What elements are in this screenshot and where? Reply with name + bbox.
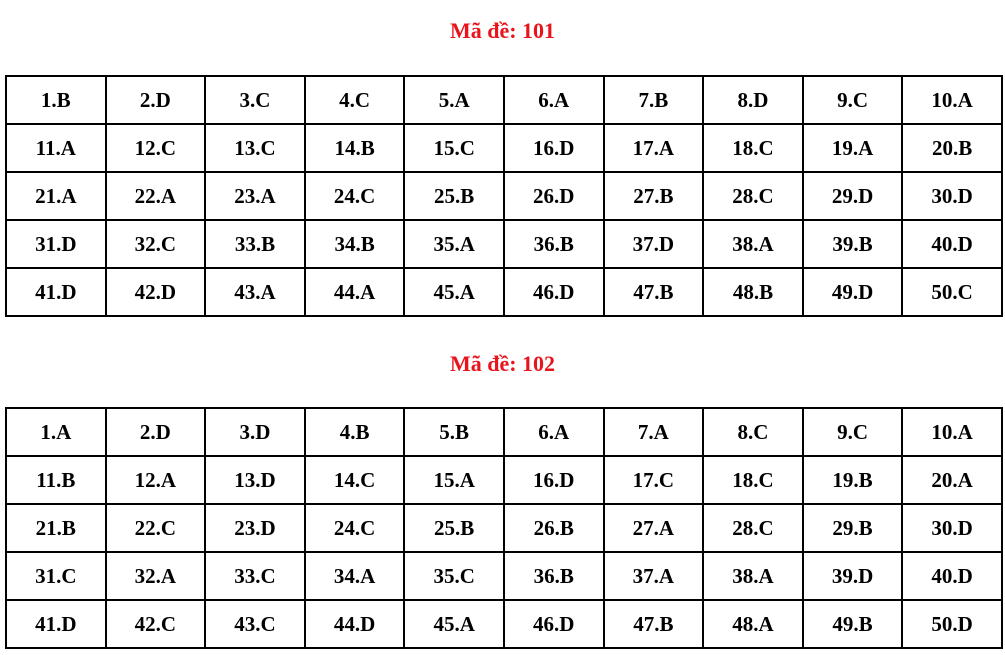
answer-cell: 7.A [604, 408, 704, 456]
answer-cell: 22.C [106, 504, 206, 552]
answer-cell: 28.C [703, 504, 803, 552]
answer-cell: 10.A [902, 408, 1002, 456]
answer-cell: 6.A [504, 408, 604, 456]
answer-cell: 45.A [404, 268, 504, 316]
answer-cell: 26.D [504, 172, 604, 220]
answer-cell: 27.B [604, 172, 704, 220]
answer-cell: 25.B [404, 172, 504, 220]
answer-cell: 15.A [404, 456, 504, 504]
answer-cell: 44.A [305, 268, 405, 316]
answer-cell: 24.C [305, 504, 405, 552]
answer-cell: 30.D [902, 504, 1002, 552]
table-row [6, 408, 1002, 456]
answer-cell: 31.C [6, 552, 106, 600]
answer-cell: 20.A [902, 456, 1002, 504]
answer-cell: 8.D [703, 76, 803, 124]
table-row [6, 124, 1002, 172]
answer-cell: 50.D [902, 600, 1002, 648]
answer-cell: 21.A [6, 172, 106, 220]
answer-cell: 49.B [803, 600, 903, 648]
answer-cell: 24.C [305, 172, 405, 220]
answer-cell: 34.B [305, 220, 405, 268]
answer-cell: 18.C [703, 456, 803, 504]
answer-cell: 40.D [902, 552, 1002, 600]
answer-cell: 21.B [6, 504, 106, 552]
answer-cell: 30.D [902, 172, 1002, 220]
answer-cell: 47.B [604, 600, 704, 648]
answer-cell: 39.D [803, 552, 903, 600]
answer-cell: 38.A [703, 552, 803, 600]
answer-key-body [6, 408, 1002, 648]
answer-cell: 43.C [205, 600, 305, 648]
answer-cell: 10.A [902, 76, 1002, 124]
answer-cell: 33.C [205, 552, 305, 600]
answer-key-body [6, 76, 1002, 316]
answer-cell: 4.C [305, 76, 405, 124]
answer-cell: 47.B [604, 268, 704, 316]
answer-cell: 31.D [6, 220, 106, 268]
answer-cell: 36.B [504, 220, 604, 268]
answer-cell: 42.D [106, 268, 206, 316]
answer-cell: 17.C [604, 456, 704, 504]
answer-cell: 48.A [703, 600, 803, 648]
answer-cell: 9.C [803, 76, 903, 124]
answer-cell: 35.A [404, 220, 504, 268]
table-row [6, 76, 1002, 124]
section-title-102: Mã đề: 102 [449, 351, 556, 376]
answer-cell: 16.D [504, 456, 604, 504]
answer-cell: 1.A [6, 408, 106, 456]
answer-cell: 48.B [703, 268, 803, 316]
answer-cell: 18.C [703, 124, 803, 172]
answer-cell: 19.A [803, 124, 903, 172]
answer-cell: 44.D [305, 600, 405, 648]
answer-cell: 34.A [305, 552, 405, 600]
answer-cell: 36.B [504, 552, 604, 600]
answer-cell: 32.C [106, 220, 206, 268]
answer-cell: 13.C [205, 124, 305, 172]
table-row [6, 220, 1002, 268]
answer-cell: 12.A [106, 456, 206, 504]
answer-cell: 12.C [106, 124, 206, 172]
answer-cell: 39.B [803, 220, 903, 268]
answer-cell: 41.D [6, 600, 106, 648]
answer-cell: 3.C [205, 76, 305, 124]
answer-cell: 45.A [404, 600, 504, 648]
answer-cell: 1.B [6, 76, 106, 124]
answer-cell: 16.D [504, 124, 604, 172]
answer-cell: 13.D [205, 456, 305, 504]
answer-cell: 2.D [106, 76, 206, 124]
answer-cell: 11.B [6, 456, 106, 504]
answer-cell: 14.B [305, 124, 405, 172]
answer-cell: 14.C [305, 456, 405, 504]
table-row [6, 552, 1002, 600]
answer-cell: 28.C [703, 172, 803, 220]
answer-cell: 4.B [305, 408, 405, 456]
answer-cell: 43.A [205, 268, 305, 316]
table-row [6, 268, 1002, 316]
answer-cell: 33.B [205, 220, 305, 268]
answer-cell: 11.A [6, 124, 106, 172]
answer-cell: 35.C [404, 552, 504, 600]
answer-cell: 9.C [803, 408, 903, 456]
table-row [6, 172, 1002, 220]
answer-cell: 32.A [106, 552, 206, 600]
answer-cell: 41.D [6, 268, 106, 316]
answer-cell: 29.B [803, 504, 903, 552]
answer-cell: 37.D [604, 220, 704, 268]
answer-key-table-102 [5, 407, 1003, 649]
answer-cell: 3.D [205, 408, 305, 456]
answer-key-table-101 [5, 75, 1003, 317]
answer-cell: 42.C [106, 600, 206, 648]
answer-cell: 38.A [703, 220, 803, 268]
answer-cell: 49.D [803, 268, 903, 316]
answer-cell: 40.D [902, 220, 1002, 268]
answer-cell: 46.D [504, 268, 604, 316]
answer-cell: 19.B [803, 456, 903, 504]
answer-cell: 2.D [106, 408, 206, 456]
table-row [6, 456, 1002, 504]
answer-cell: 50.C [902, 268, 1002, 316]
answer-cell: 20.B [902, 124, 1002, 172]
answer-cell: 26.B [504, 504, 604, 552]
table-row [6, 504, 1002, 552]
answer-cell: 6.A [504, 76, 604, 124]
answer-cell: 37.A [604, 552, 704, 600]
answer-cell: 46.D [504, 600, 604, 648]
answer-cell: 27.A [604, 504, 704, 552]
answer-cell: 23.D [205, 504, 305, 552]
answer-cell: 15.C [404, 124, 504, 172]
answer-cell: 5.B [404, 408, 504, 456]
answer-cell: 7.B [604, 76, 704, 124]
section-title-101: Mã đề: 101 [449, 18, 556, 43]
answer-cell: 17.A [604, 124, 704, 172]
answer-cell: 5.A [404, 76, 504, 124]
answer-cell: 23.A [205, 172, 305, 220]
table-row [6, 600, 1002, 648]
answer-cell: 25.B [404, 504, 504, 552]
answer-cell: 22.A [106, 172, 206, 220]
answer-cell: 29.D [803, 172, 903, 220]
answer-cell: 8.C [703, 408, 803, 456]
